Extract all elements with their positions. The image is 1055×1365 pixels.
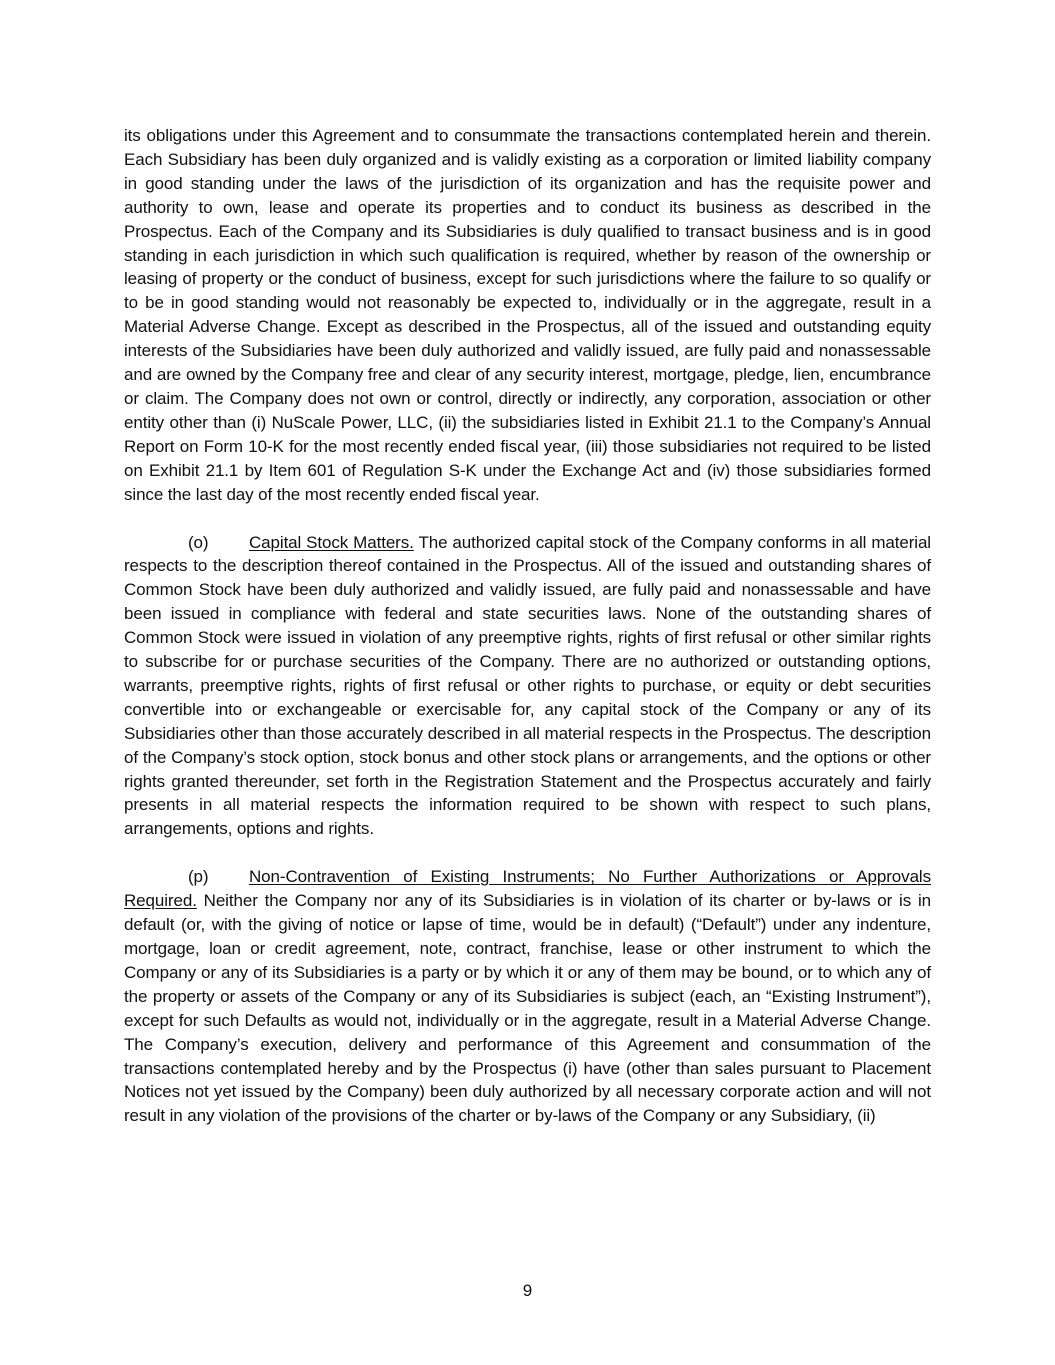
section-body-o: The authorized capital stock of the Company conforms in all material respects to the description thereof contained in the Prospectus. All of the issued and outstanding shares of Common Stock have been duly authorized and validly issued, are fully paid and nonassessable and have been issued in compliance with federal and state securities laws. None of the outstanding shares of Common Stock were issued in violation of any preemptive rights, rights of first refusal or other similar rights to subscribe for or purchase securities of the Company. There are no authorized or outstanding options, warrants, preemptive rights, rights of first refusal or other rights to purchase, or equity or debt securities convertible into or exchangeable or exercisable for, any capital stock of the Company or any of its Subsidiaries other than those accurately described in all material respects in the Prospectus. The description of the Company’s stock option, stock bonus and other stock plans or arrangements, and the options or other rights granted thereunder, set forth in the Registration Statement and the Prospectus accurately and fairly presents in all material respects the information required to be shown with respect to such plans, arrangements, options and rights. bbox=[124, 532, 931, 839]
section-heading-p: Non-Contravention of Existing Instruments; No Further Authorizations or Approvals Required. bbox=[124, 867, 931, 911]
section-heading-o: Capital Stock Matters. bbox=[249, 532, 414, 552]
section-label-o: (o) bbox=[188, 532, 209, 552]
page-body bbox=[124, 124, 931, 1128]
section-paragraph-p bbox=[124, 865, 931, 1128]
page-number: 9 bbox=[522, 1281, 533, 1300]
section-label-p: (p) bbox=[188, 867, 209, 887]
section-paragraph-o bbox=[124, 531, 931, 842]
continuation-paragraph: its obligations under this Agreement and to consummate the transactions contemplated herein and therein. Each Subsidiary has been duly organized and is validly existing as a corporation or limited liability company in good standing under the laws of the jurisdiction of its organization and has the requisite power and authority to own, lease and operate its properties and to conduct its business as described in the Prospectus. Each of the Company and its Subsidiaries is duly qualified to transact business and is in good standing in each jurisdiction in which such qualification is required, whether by reason of the ownership or leasing of property or the conduct of business, except for such jurisdictions where the failure to so qualify or to be in good standing would not reasonably be expected to, individually or in the aggregate, result in a Material Adverse Change. Except as described in the Prospectus, all of the issued and outstanding equity interests of the Subsidiaries have been duly authorized and validly issued, are fully paid and nonassessable and are owned by the Company free and clear of any security interest, mortgage, pledge, lien, encumbrance or claim. The Company does not own or control, directly or indirectly, any corporation, association or other entity other than (i) NuScale Power, LLC, (ii) the subsidiaries listed in Exhibit 21.1 to the Company’s Annual Report on Form 10-K for the most recently ended fiscal year, (iii) those subsidiaries not required to be listed on Exhibit 21.1 by Item 601 of Regulation S-K under the Exchange Act and (iv) those subsidiaries formed since the last day of the most recently ended fiscal year. bbox=[124, 126, 931, 504]
section-body-p: Neither the Company nor any of its Subsidiaries is in violation of its charter or by-laws or is in default (or, with the giving of notice or lapse of time, would be in default) (“Default”) under any indenture, mortgage, loan or credit agreement, note, contract, franchise, lease or other instrument to which the Company or any of its Subsidiaries is a party or by which it or any of them may be bound, or to which any of the property or assets of the Company or any of its Subsidiaries is subject (each, an “Existing Instrument”), except for such Defaults as would not, individually or in the aggregate, result in a Material Adverse Change. The Company’s execution, delivery and performance of this Agreement and consummation of the transactions contemplated hereby and by the Prospectus (i) have (other than sales pursuant to Placement Notices not yet issued by the Company) been duly authorized by all necessary corporate action and will not result in any violation of the provisions of the charter or by-laws of the Company or any Subsidiary, (ii) bbox=[124, 891, 931, 1126]
